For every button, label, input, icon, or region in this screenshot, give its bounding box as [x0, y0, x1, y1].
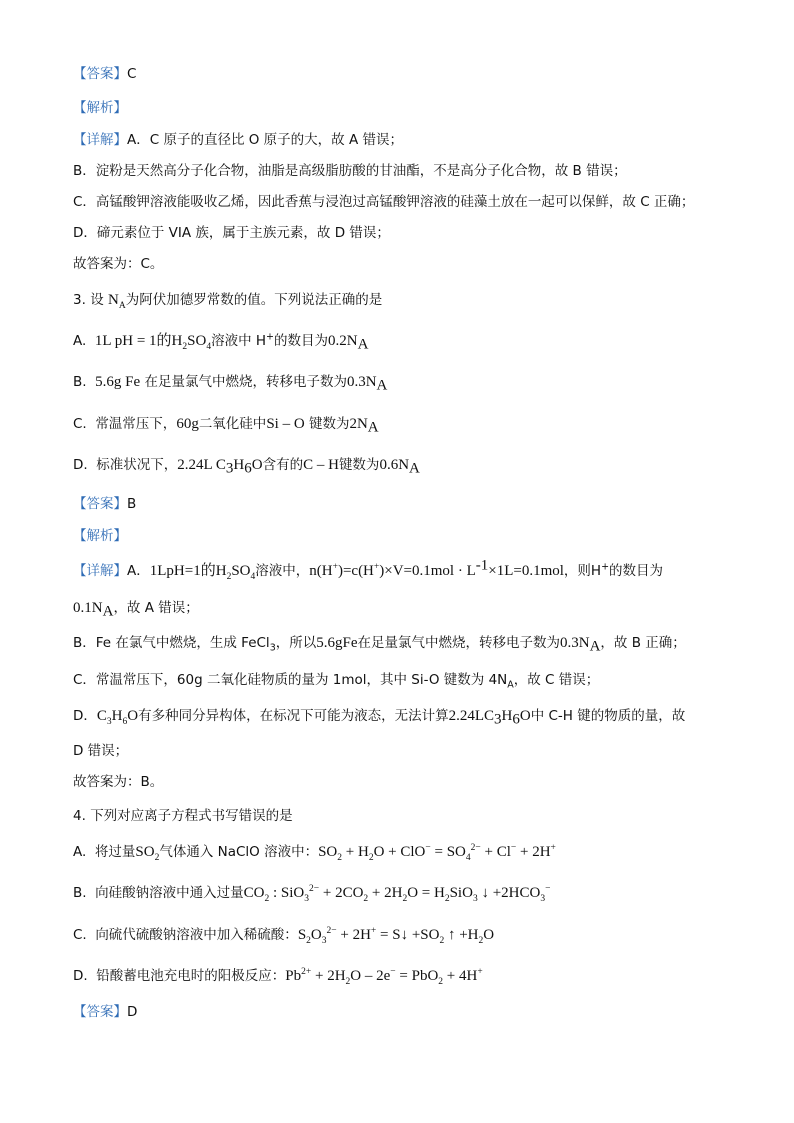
q3-option-c: C. 常温常压下，60g二氧化硅中Si – O 键数为$2N_A$ [73, 416, 379, 436]
q3-analysis-tag: 【解析】 [73, 528, 127, 544]
q2-detail-a: 【详解】A．C 原子的直径比 O 原子的大，故 A 错误； [73, 132, 403, 148]
q4-answer: 【答案】D [73, 1004, 138, 1020]
q4-option-b: B. 向硅酸钠溶液中通入过量$CO_2$ : $SiO_3^{2-} + 2CO_2 + 2H_2O = H_2SiO_3$ ↓ $+2HCO_3^-$ [73, 884, 551, 904]
q3-detail-d: D．$C_3H_6O$有多种同分异构体，在标况下可能为液态，无法计算$2.24LC_3H_6O$中 C-H 键的物质的量，故 [73, 708, 686, 728]
q4-a-equation: $SO_2 + H_2O + ClO^- = SO_4^{2-} + Cl^- + 2H^+$ [318, 843, 556, 863]
q2-conclusion: 故答案为：C。 [73, 256, 164, 272]
q3-conclusion: 故答案为：B。 [73, 774, 164, 790]
q2-detail-b: B．淀粉是天然高分子化合物，油脂是高级脂肪酸的甘油酯，不是高分子化合物，故 B 错误； [73, 163, 627, 179]
q3-stem: 3. 设 $N_A$为阿伏加德罗常数的值。下列说法正确的是 [73, 292, 383, 311]
q4-c-equation: $S_2O_3^{2-} + 2H^+$ = S↓ $+SO_2$ ↑ $+H_2O$ [297, 926, 495, 946]
q2-analysis-tag: 【解析】 [73, 100, 127, 116]
q4-option-d: D. 铅酸蓄电池充电时的阳极反应：$Pb^{2+} + 2H_2O - 2e^- = PbO_2 + 4H^+$ [73, 967, 483, 987]
q3-detail-c: C．常温常压下，60g 二氧化硅物质的量为 1mol，其中 Si-O 键数为 $4N_A$，故 C 错误； [73, 672, 600, 691]
q4-d-equation: $Pb^{2+} + 2H_2O - 2e^- = PbO_2 + 4H^+$ [285, 967, 483, 987]
q3-detail-d-cont: D 错误； [73, 743, 129, 759]
q3-detail-a-cont: $0.1N_A$，故 A 错误； [73, 600, 199, 620]
q4-stem: 4. 下列对应离子方程式书写错误的是 [73, 808, 293, 824]
q3-detail-b: B．Fe 在氯气中燃烧，生成 FeCl$_3$，所以5.6gFe在足量氯气中燃烧，转移电子数为$0.3N_A$，故 B 正确； [73, 635, 686, 655]
q3-option-d: D. 标准状况下，2.24L $C_3H_6O$含有的C – H键数为$0.6N_A$ [73, 457, 420, 477]
q3-answer: 【答案】B [73, 496, 137, 512]
q2-answer: 【答案】C [73, 66, 137, 82]
q3-option-b: B. 5.6g Fe 在足量氯气中燃烧，转移电子数为$0.3N_A$ [73, 374, 388, 394]
q4-b-equation: $CO_2$ : $SiO_3^{2-} + 2CO_2 + 2H_2O = H_2SiO_3$ ↓ $+2HCO_3^-$ [243, 884, 551, 904]
q4-option-c: C. 向硫代硫酸钠溶液中加入稀硫酸：$S_2O_3^{2-} + 2H^+$ = S↓ $+SO_2$ ↑ $+H_2O$ [73, 926, 495, 946]
q2-detail-d: D．碲元素位于 VIA 族，属于主族元素，故 D 错误； [73, 225, 390, 241]
q3-detail-a: 【详解】A．1LpH=1的$H_2SO_4$溶液中，$n(H^+)=c(H^+)\times V=0.1mol \cdot L^{-1}\times 1L=0.1mol$，则H+的数目为 [73, 557, 664, 582]
q3-option-a: A. 1L pH = 1的$H_2SO_4$溶液中 H+的数目为$0.2N_A$ [73, 331, 369, 353]
q2-detail-c: C．高锰酸钾溶液能吸收乙烯，因此香蕉与浸泡过高锰酸钾溶液的硅藻土放在一起可以保鲜，故 C 正确； [73, 194, 695, 210]
q4-option-a: A. 将过量$SO_2$气体通入 NaClO 溶液中：$SO_2 + H_2O + ClO^- = SO_4^{2-} + Cl^- + 2H^+$ [73, 843, 556, 863]
